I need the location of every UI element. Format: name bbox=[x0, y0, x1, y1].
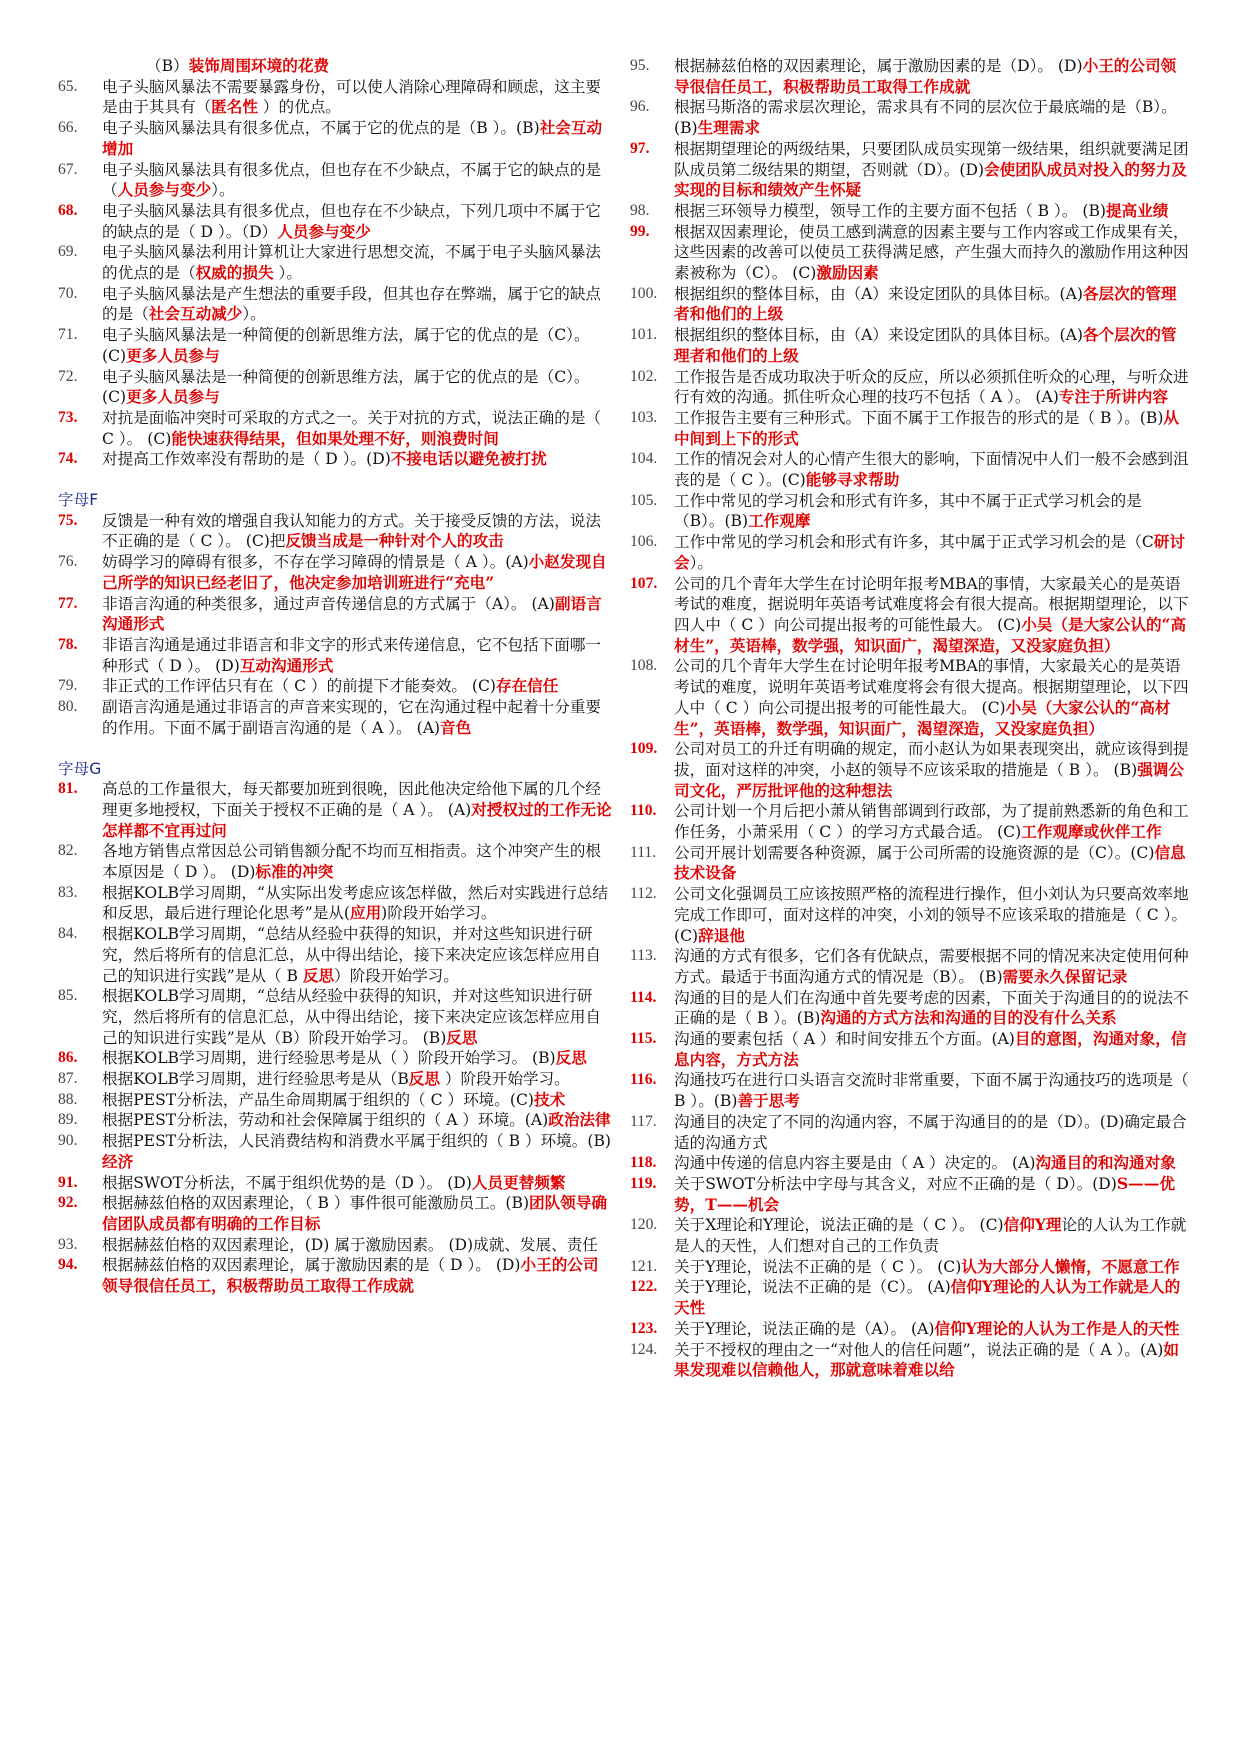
question-text: 根据PEST分析法，产品生命周期属于组织的（ C ）环境。(C) bbox=[102, 1090, 534, 1109]
question-item bbox=[58, 1110, 613, 1131]
question-text-tail: ）。 bbox=[211, 181, 235, 200]
answer-text: 经济 bbox=[102, 1151, 134, 1171]
question-item bbox=[630, 97, 1190, 138]
question-item bbox=[58, 1090, 613, 1111]
question-item bbox=[58, 408, 613, 449]
answer-text: 信息技术设备 bbox=[674, 842, 1186, 883]
question-text: 沟通目的决定了不同的沟通内容，不属于沟通目的的是（D）。(D)确定最合适的沟通方式 bbox=[674, 1112, 1187, 1152]
question-number: 80. bbox=[58, 698, 78, 716]
answer-text: 人员更替频繁 bbox=[471, 1172, 566, 1192]
question-number: 66. bbox=[58, 119, 78, 137]
question-text: 根据组织的整体目标，由（A）来设定团队的具体目标。(A) bbox=[674, 326, 1083, 345]
answer-text: 强调公司文化，严厉批评他的这种想法 bbox=[674, 759, 1184, 800]
question-text: 根据三环领导力模型，领导工作的主要方面不包括（ B ）。 (B) bbox=[674, 201, 1107, 220]
question-item bbox=[58, 201, 613, 242]
question-item bbox=[630, 1257, 1190, 1278]
answer-text: S——优势，T——机会 bbox=[674, 1173, 1175, 1214]
answer-text: 研讨会 bbox=[674, 532, 1185, 572]
answer-text: 更多人员参与 bbox=[126, 345, 220, 365]
question-item bbox=[630, 449, 1190, 490]
answer-text: 信仰Y理 bbox=[1003, 1215, 1062, 1235]
question-number: 124. bbox=[630, 1340, 658, 1358]
question-item bbox=[58, 1235, 613, 1256]
question-number: 88. bbox=[58, 1090, 78, 1108]
question-number: 69. bbox=[58, 243, 78, 261]
question-number: 90. bbox=[58, 1132, 78, 1150]
answer-text: 对授权过的工作无论怎样都不宜再过问 bbox=[102, 799, 612, 840]
question-number: 116. bbox=[630, 1071, 657, 1089]
question-text: 沟通的方式有很多，它们各有优缺点，需要根据不同的情况来决定使用何种方式。最适于书面沟通方式的情况是（B）。 (B) bbox=[674, 947, 1189, 986]
question-number: 75. bbox=[58, 511, 78, 529]
question-item bbox=[58, 118, 613, 159]
question-item bbox=[630, 574, 1190, 657]
answer-text: 沟通目的和沟通对象 bbox=[1035, 1153, 1176, 1173]
answer-text: 各个层次的管理者和他们的上级 bbox=[674, 325, 1177, 365]
question-number: 92. bbox=[58, 1194, 78, 1212]
question-text: 根据双因素理论，使员工感到满意的因素主要与工作内容或工作成果有关，这些因素的改善可以使员工获得满足感，产生强大而持久的激励作用这种因素被称为（C）。 (C) bbox=[674, 222, 1189, 283]
question-number: 102. bbox=[630, 367, 658, 385]
answer-text: 反思 bbox=[446, 1027, 478, 1047]
question-number: 89. bbox=[58, 1111, 78, 1129]
question-number: 67. bbox=[58, 160, 78, 178]
answer-text: 需要永久保留记录 bbox=[1002, 966, 1128, 986]
question-text: 工作报告是否成功取决于听众的反应，所以必须抓住听众的心理，与听众进行有效的沟通。抓住听众心理的技巧不包括（ A ）。 (A) bbox=[674, 367, 1189, 407]
answer-text: 沟通的方式方法和沟通的目的没有什么关系 bbox=[820, 1008, 1117, 1028]
question-item bbox=[630, 884, 1190, 946]
answer-text: 专注于所讲内容 bbox=[1058, 387, 1168, 407]
question-text-tail: ）的优点。 bbox=[257, 98, 341, 117]
question-text: 公司对员工的升迁有明确的规定，而小赵认为如果表现突出，就应该得到提拔，面对这样的冲突，小赵的领导不应该采取的措施是（ B ）。 (B) bbox=[674, 740, 1189, 779]
answer-text: 小王的公司领导很信任员工，积极帮助员工取得工作成就 bbox=[102, 1255, 599, 1296]
question-number: 65. bbox=[58, 77, 78, 95]
answer-text: 工作观摩或伙伴工作 bbox=[1021, 822, 1162, 842]
question-text: 公司的几个青年大学生在讨论明年报考MBA的事情，大家最关心的是英语考试的难度，说明年英语考试难度将会有很大提高。根据期望理论，以下四人中（ C ）向公司提出报考的可能性最大。 (C) bbox=[674, 657, 1189, 717]
question-text: 根据PEST分析法，劳动和社会保障属于组织的（ A ）环境。(A) bbox=[102, 1111, 549, 1130]
answer-text: 标准的冲突 bbox=[255, 862, 334, 882]
question-item bbox=[630, 1070, 1190, 1111]
question-item bbox=[58, 1173, 613, 1194]
answer-text: 社会互动减少 bbox=[148, 304, 243, 324]
question-number: 123. bbox=[630, 1319, 658, 1337]
question-number: 108. bbox=[630, 657, 658, 675]
question-number: 74. bbox=[58, 450, 78, 468]
question-number: 117. bbox=[630, 1112, 657, 1130]
question-text: 沟通技巧在进行口头语言交流时非常重要，下面不属于沟通技巧的选项是（ B ）。(B) bbox=[674, 1071, 1189, 1111]
question-item bbox=[630, 1340, 1190, 1381]
answer-text: 政治法律 bbox=[548, 1110, 611, 1130]
answer-text: 善于思考 bbox=[737, 1091, 800, 1111]
question-number: 85. bbox=[58, 987, 78, 1005]
question-text: 关于Y理论，说法不正确的是（C）。 (A) bbox=[674, 1278, 951, 1297]
question-item bbox=[58, 242, 613, 283]
question-item bbox=[58, 635, 613, 676]
question-text: 电子头脑风暴法不需要暴露身份，可以使人消除心理障碍和顾虑，这主要是由于其具有（ bbox=[102, 77, 602, 117]
question-number: 96. bbox=[630, 98, 650, 116]
question-text: 根据赫兹伯格的双因素理论，（ B ）事件很可能激励员工。(B) bbox=[102, 1194, 530, 1213]
answer-text: 互动沟通形式 bbox=[239, 655, 334, 675]
question-text-tail: ）阶段开始学习。 bbox=[440, 1070, 570, 1089]
question-number: 106. bbox=[630, 533, 658, 551]
question-text: 关于不授权的理由之一“对他人的信任问题”，说法正确的是（ A ）。(A) bbox=[674, 1340, 1164, 1359]
answer-text: 匿名性 bbox=[211, 97, 258, 117]
answer-text: 权威的损失 bbox=[195, 263, 274, 283]
question-number: 118. bbox=[630, 1154, 657, 1172]
question-item bbox=[58, 924, 613, 986]
question-text: 对抗是面临冲突时可采取的方式之一。关于对抗的方式，说法正确的是（ C ）。 (C) bbox=[102, 408, 602, 448]
answer-text: 应用 bbox=[349, 903, 382, 923]
question-item bbox=[58, 779, 613, 841]
question-item bbox=[630, 801, 1190, 842]
question-text: 根据KOLB学习周期，“总结从经验中获得的知识，并对这些知识进行研究，然后将所有的信息汇总，从中得出结论，接下来决定应该怎样应用自己的知识进行实践”是从（B）阶段开始学习。 (B) bbox=[102, 987, 602, 1047]
answer-text: 能快速获得结果，但如果处理不好，则浪费时间 bbox=[171, 428, 499, 448]
question-text: 关于Y理论，说法不正确的是（ C ）。 (C) bbox=[674, 1257, 962, 1276]
question-item bbox=[630, 222, 1190, 284]
answer-text: 小王的公司领导很信任员工，积极帮助员工取得工作成就 bbox=[674, 56, 1177, 96]
question-item bbox=[630, 532, 1190, 573]
question-item bbox=[58, 1069, 613, 1090]
question-number: 95. bbox=[630, 57, 650, 74]
question-item bbox=[630, 1277, 1190, 1318]
question-item bbox=[58, 1048, 613, 1069]
question-item bbox=[630, 325, 1190, 366]
question-number: 78. bbox=[58, 635, 78, 653]
question-item bbox=[630, 408, 1190, 449]
question-text: 根据赫兹伯格的双因素理论，属于激励因素的是（ D ）。 (D) bbox=[102, 1256, 521, 1275]
question-number: 99. bbox=[630, 222, 650, 240]
question-item bbox=[58, 883, 613, 924]
answer-text: 信仰Y理论的人认为工作就是人的天性 bbox=[674, 1277, 1181, 1318]
question-text: 公司的几个青年大学生在讨论明年报考MBA的事情，大家最关心的是英语考试的难度，据说明年英语考试难度将会有很大提高。根据期望理论，以下四人中（ C ）向公司提出报考的可能性最大。 (C) bbox=[674, 574, 1189, 634]
question-item bbox=[630, 1319, 1190, 1340]
question-item bbox=[630, 367, 1190, 408]
question-text-tail: ）。 bbox=[242, 305, 266, 324]
question-text: 关于Y理论，说法正确的是（A）。 (A) bbox=[674, 1319, 935, 1338]
question-number: 101. bbox=[630, 326, 658, 344]
question-item bbox=[58, 986, 613, 1048]
question-item bbox=[58, 511, 613, 552]
question-number: 119. bbox=[630, 1174, 657, 1192]
answer-text: 人员参与变少 bbox=[117, 180, 212, 200]
question-number: 72. bbox=[58, 367, 78, 385]
question-text: 对提高工作效率没有帮助的是（ D ）。(D) bbox=[102, 450, 391, 469]
question-text: 根据SWOT分析法，不属于组织优势的是（D ）。 (D) bbox=[102, 1173, 472, 1192]
question-number: 86. bbox=[58, 1049, 78, 1067]
question-text-tail: ）阶段开始学习。 bbox=[334, 966, 459, 985]
question-number: 107. bbox=[630, 574, 658, 592]
question-item bbox=[58, 449, 613, 470]
question-text: 根据组织的整体目标，由（A）来设定团队的具体目标。(A) bbox=[674, 284, 1083, 303]
question-text: 沟通的目的是人们在沟通中首先要考虑的因素，下面关于沟通目的的说法不正确的是（ B ）。(B) bbox=[674, 988, 1189, 1028]
question-number: 87. bbox=[58, 1070, 78, 1088]
question-text: 公司开展计划需要各种资源，属于公司所需的设施资源的是（C）。(C) bbox=[674, 843, 1155, 862]
question-text: 电子头脑风暴法具有很多优点，但也存在不少缺点，不属于它的缺点的是（ bbox=[102, 160, 602, 200]
question-text: 电子头脑风暴法具有很多优点，但也存在不少缺点，下列几项中不属于它的缺点的是（ D ）。（D） bbox=[102, 201, 602, 241]
question-number: 70. bbox=[58, 284, 78, 302]
question-number: 84. bbox=[58, 925, 78, 943]
question-text: 沟通中传递的信息内容主要是由（ A ）决定的。 (A) bbox=[674, 1154, 1036, 1173]
question-number: 81. bbox=[58, 780, 78, 798]
question-text: 工作的情况会对人的心情产生很大的影响，下面情况中人们一般不会感到沮丧的是（ C ）。(C) bbox=[674, 450, 1189, 490]
question-text: 电子头脑风暴法是产生想法的重要手段，但其也存在弊端，属于它的缺点的是（ bbox=[102, 284, 602, 324]
question-item bbox=[58, 160, 613, 201]
question-item bbox=[630, 988, 1190, 1029]
question-item bbox=[630, 139, 1190, 201]
answer-text: 更多人员参与 bbox=[126, 387, 220, 407]
question-item bbox=[630, 284, 1190, 325]
question-item bbox=[58, 1193, 613, 1234]
question-text: 副语言沟通是通过非语言的声音来实现的，它在沟通过程中起着十分重要的作用。下面不属于副语言沟通的是（ A ）。 (A) bbox=[102, 698, 602, 737]
question-text: 根据期望理论的两级结果，只要团队成员实现第一级结果，组织就要满足团队成员第二级结果的期望，否则就（D）。(D) bbox=[674, 139, 1189, 179]
question-number: 94. bbox=[58, 1256, 78, 1274]
question-number: 103. bbox=[630, 408, 658, 426]
question-item bbox=[58, 325, 613, 366]
question-number: 112. bbox=[630, 885, 657, 903]
question-item bbox=[58, 594, 613, 635]
question-text: 反馈是一种有效的增强自我认知能力的方式。关于接受反馈的方法，说法不正确的是（ C ）。 (C)把 bbox=[102, 511, 602, 551]
question-item bbox=[630, 656, 1190, 739]
question-item bbox=[630, 1174, 1190, 1215]
question-number: 104. bbox=[630, 450, 658, 468]
question-number: 93. bbox=[58, 1235, 78, 1253]
answer-text: 团队领导确信团队成员都有明确的工作目标 bbox=[102, 1193, 608, 1233]
question-item bbox=[58, 77, 613, 118]
answer-text: 反思 bbox=[408, 1069, 440, 1089]
question-text-tail: ）。 bbox=[273, 264, 302, 283]
question-number: 68. bbox=[58, 201, 78, 219]
section-heading: 字母F bbox=[58, 491, 99, 510]
question-item bbox=[58, 367, 613, 408]
question-number: 109. bbox=[630, 740, 658, 758]
question-number: 120. bbox=[630, 1216, 658, 1234]
answer-text: 小赵发现自己所学的知识已经老旧了，他决定参加培训班进行“充电” bbox=[102, 552, 607, 592]
question-number: 79. bbox=[58, 677, 78, 695]
question-item bbox=[630, 56, 1190, 97]
question-item bbox=[630, 1153, 1190, 1174]
answer-text: 存在信任 bbox=[495, 676, 559, 696]
answer-text: 反馈当成是一种针对个人的攻击 bbox=[285, 531, 504, 551]
answer-text: 工作观摩 bbox=[748, 511, 811, 531]
question-text: 高总的工作量很大，每天都要加班到很晚，因此他决定给他下属的几个经理更多地授权，下面关于授权不正确的是（ A ）。 (A) bbox=[102, 780, 602, 819]
question-text: 根据KOLB学习周期，进行经验思考是从（ ）阶段开始学习。 (B) bbox=[102, 1049, 556, 1068]
answer-text: 如果发现难以信赖他人，那就意味着难以给 bbox=[674, 1339, 1179, 1380]
question-text: 沟通的要素包括（ A ）和时间安排五个方面。(A) bbox=[674, 1030, 1015, 1049]
answer-text: 小吴（大家公认的“高材生”，英语棒，数学强，知识面广，渴望深造，又没家庭负担） bbox=[674, 697, 1171, 738]
question-text: 公司文化强调员工应该按照严格的流程进行操作，但小刘认为只要高效率地完成工作即可，面对这样的冲突，小刘的领导不应该采取的措施是（ C ）。 (C) bbox=[674, 885, 1189, 945]
question-item bbox=[630, 739, 1190, 801]
question-item bbox=[58, 676, 613, 697]
question-number: 97. bbox=[630, 139, 650, 157]
question-item bbox=[630, 946, 1190, 987]
question-item bbox=[630, 1112, 1190, 1153]
answer-text: 辞退他 bbox=[698, 925, 745, 945]
question-text: 电子头脑风暴法利用计算机让大家进行思想交流，不属于电子头脑风暴法的优点的是（ bbox=[102, 243, 602, 283]
answer-text: 能够寻求帮助 bbox=[805, 470, 900, 490]
question-text: 根据马斯洛的需求层次理论，需求具有不同的层次位于最底端的是（B）。(B) bbox=[674, 98, 1177, 138]
question-text: 关于X理论和Y理论，说法正确的是（ C ）。 (C) bbox=[674, 1216, 1004, 1235]
answer-text: 信仰Y理论的人认为工作是人的天性 bbox=[934, 1318, 1180, 1338]
question-item bbox=[58, 841, 613, 882]
question-number: 111. bbox=[630, 843, 657, 861]
answer-text: 从中间到上下的形式 bbox=[674, 407, 1180, 448]
answer-text: 激励因素 bbox=[816, 263, 879, 283]
question-item bbox=[58, 284, 613, 325]
answer-text: 不接电话以避免被打扰 bbox=[390, 449, 547, 469]
question-text: 关于SWOT分析法中字母与其含义，对应不正确的是（ D）。(D) bbox=[674, 1174, 1117, 1193]
question-number: 98. bbox=[630, 201, 650, 219]
question-text: 非正式的工作评估只有在（ C ）的前提下才能奏效。 (C) bbox=[102, 677, 496, 696]
question-text: 各地方销售点常因总公司销售额分配不均而互相指责。这个冲突产生的根本原因是（ D ）。 (D) bbox=[102, 842, 602, 882]
question-item bbox=[58, 697, 613, 738]
question-number: 100. bbox=[630, 284, 658, 302]
question-text: 根据KOLB学习周期，进行经验思考是从（B bbox=[102, 1070, 409, 1089]
question-text: 电子头脑风暴法是一种简便的创新思维方法，属于它的优点的是（C）。(C) bbox=[102, 367, 590, 407]
question-text: 非语言沟通的种类很多，通过声音传递信息的方式属于（A）。 (A) bbox=[102, 594, 555, 613]
answer-text: 人员参与变少 bbox=[277, 221, 371, 241]
question-number: 113. bbox=[630, 947, 657, 965]
question-item bbox=[58, 552, 613, 593]
question-text: 根据KOLB学习周期，“总结从经验中获得的知识，并对这些知识进行研究，然后将所有的信息汇总，从中得出结论，接下来决定应该怎样应用自己的知识进行实践”是从（ B bbox=[102, 925, 602, 985]
question-number: 110. bbox=[630, 802, 657, 820]
question-item bbox=[630, 843, 1190, 884]
answer-text: 目的意图，沟通对象，信息内容，方式方法 bbox=[674, 1029, 1187, 1069]
question-text: 电子头脑风暴法具有很多优点，不属于它的优点的是（B ）。(B) bbox=[102, 119, 540, 138]
question-item bbox=[630, 1029, 1190, 1070]
answer-text: 反思 bbox=[555, 1048, 587, 1068]
question-text: 工作报告主要有三种形式。下面不属于工作报告的形式的是（ B ）。(B) bbox=[674, 408, 1164, 427]
question-text: 非语言沟通是通过非语言和非文字的形式来传递信息，它不包括下面哪一种形式（ D ）。 (D) bbox=[102, 635, 602, 675]
question-number: 121. bbox=[630, 1257, 658, 1275]
question-text: 根据KOLB学习周期，“从实际出发考虑应该怎样做，然后对实践进行总结和反思，最后进行理论化思考”是从( bbox=[102, 883, 609, 923]
question-text: 公司计划一个月后把小萧从销售部调到行政部，为了提前熟悉新的角色和工作任务，小萧采用（ C ）的学习方式最合适。 (C) bbox=[674, 802, 1189, 842]
answer-text: 小吴（是大家公认的“高材生”，英语棒，数学强，知识面广，渴望深造，又没家庭负担） bbox=[674, 614, 1187, 655]
answer-text: 会使团队成员对投入的努力及实现的目标和绩效产生怀疑 bbox=[674, 159, 1187, 200]
question-number: 71. bbox=[58, 326, 78, 344]
question-item bbox=[58, 56, 613, 77]
question-text-tail: 论的人认为工作就是人的天性，人们想对自己的工作负责 bbox=[674, 1216, 1187, 1256]
question-item bbox=[58, 1131, 613, 1172]
question-text: （B） bbox=[146, 57, 189, 75]
question-number: 91. bbox=[58, 1173, 78, 1191]
question-number: 105. bbox=[630, 491, 658, 509]
question-text: 根据赫兹伯格的双因素理论，(D) 属于激励因素。 (D)成就、发展、责任 bbox=[102, 1235, 598, 1254]
question-number: 83. bbox=[58, 883, 78, 901]
question-item bbox=[630, 1215, 1190, 1256]
question-text: 工作中常见的学习机会和形式有许多，其中不属于正式学习机会的是（B）。(B) bbox=[674, 491, 1142, 531]
question-text-tail: )阶段开始学习。 bbox=[381, 904, 497, 923]
question-text: 妨碍学习的障碍有很多，不存在学习障碍的情景是（ A ）。(A) bbox=[102, 553, 529, 572]
question-number: 115. bbox=[630, 1030, 657, 1048]
question-text: 工作中常见的学习机会和形式有许多，其中属于正式学习机会的是（C bbox=[674, 533, 1154, 552]
answer-text: 生理需求 bbox=[697, 118, 761, 138]
answer-text: 社会互动增加 bbox=[102, 118, 603, 158]
answer-text: 副语言沟通形式 bbox=[102, 593, 602, 634]
answer-text: 音色 bbox=[440, 717, 472, 737]
answer-text: 反思 bbox=[302, 965, 335, 985]
question-number: 76. bbox=[58, 553, 78, 571]
question-number: 122. bbox=[630, 1278, 658, 1296]
question-item bbox=[58, 1255, 613, 1296]
answer-text: 各层次的管理者和他们的上级 bbox=[674, 283, 1177, 324]
question-number: 73. bbox=[58, 408, 78, 426]
question-number: 82. bbox=[58, 842, 78, 860]
answer-text: 提高业绩 bbox=[1106, 200, 1169, 220]
question-text: 电子头脑风暴法是一种简便的创新思维方法，属于它的优点的是（C）。(C) bbox=[102, 326, 590, 365]
answer-text: 认为大部分人懒惰，不愿意工作 bbox=[961, 1256, 1180, 1276]
answer-text: 技术 bbox=[533, 1089, 566, 1109]
left-column bbox=[58, 56, 613, 1297]
question-item bbox=[630, 491, 1190, 532]
answer-text: 装饰周围环境的花费 bbox=[188, 56, 330, 75]
question-number: 77. bbox=[58, 594, 78, 612]
question-text: 根据PEST分析法，人民消费结构和消费水平属于组织的（ B ）环境。(B) bbox=[102, 1132, 611, 1151]
question-text: 根据赫兹伯格的双因素理论，属于激励因素的是（D）。 (D) bbox=[674, 57, 1083, 75]
question-text-tail: ）。 bbox=[689, 553, 713, 572]
question-number: 114. bbox=[630, 988, 657, 1006]
question-item bbox=[630, 201, 1190, 222]
section-heading: 字母G bbox=[58, 759, 102, 778]
right-column bbox=[630, 56, 1190, 1381]
